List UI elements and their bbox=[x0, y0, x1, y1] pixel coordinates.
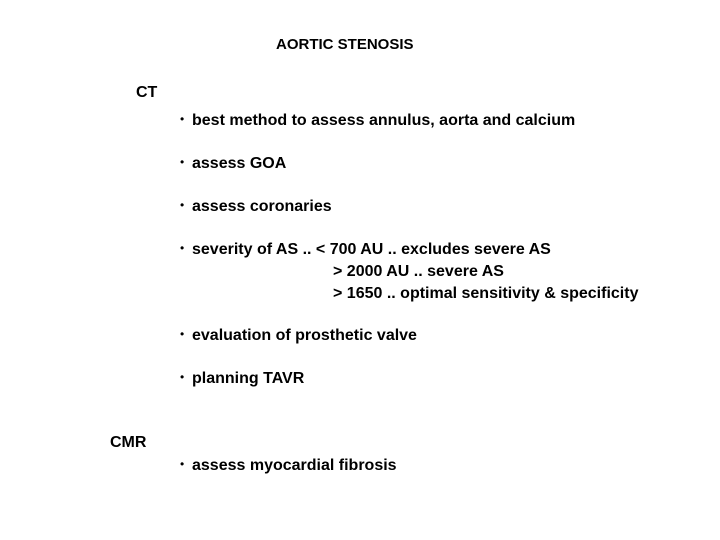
ct-bullet-1 bbox=[180, 112, 575, 130]
ct-bullet-3 bbox=[180, 198, 332, 216]
bullet-icon: • bbox=[180, 457, 185, 471]
bullet-icon: • bbox=[180, 155, 185, 169]
ct-bullet-5 bbox=[180, 327, 417, 345]
ct-item-text: planning TAVR bbox=[192, 370, 305, 387]
bullet-icon: • bbox=[180, 370, 185, 384]
ct-item-text: evaluation of prosthetic valve bbox=[192, 327, 417, 344]
ct-item-text: assess GOA bbox=[192, 155, 287, 172]
bullet-icon: • bbox=[180, 241, 185, 255]
ct-item-text: assess coronaries bbox=[192, 198, 332, 215]
section-label-cmr: CMR bbox=[110, 434, 147, 451]
bullet-icon: • bbox=[180, 112, 185, 126]
cmr-bullet-1 bbox=[180, 457, 397, 475]
severity-continuation-2: > 1650 .. optimal sensitivity & specificity bbox=[333, 285, 639, 302]
section-label-ct: CT bbox=[136, 84, 158, 101]
severity-continuation-1: > 2000 AU .. severe AS bbox=[333, 263, 504, 280]
ct-bullet-6 bbox=[180, 370, 304, 388]
bullet-icon: • bbox=[180, 327, 185, 341]
bullet-icon: • bbox=[180, 198, 185, 212]
cmr-item-text: assess myocardial fibrosis bbox=[192, 457, 397, 474]
ct-item-text: best method to assess annulus, aorta and calcium bbox=[192, 112, 576, 129]
ct-bullet-4 bbox=[180, 241, 551, 259]
slide-title: AORTIC STENOSIS bbox=[276, 36, 414, 53]
ct-item-text: severity of AS .. < 700 AU .. excludes severe AS bbox=[192, 241, 551, 258]
ct-bullet-2 bbox=[180, 155, 286, 173]
